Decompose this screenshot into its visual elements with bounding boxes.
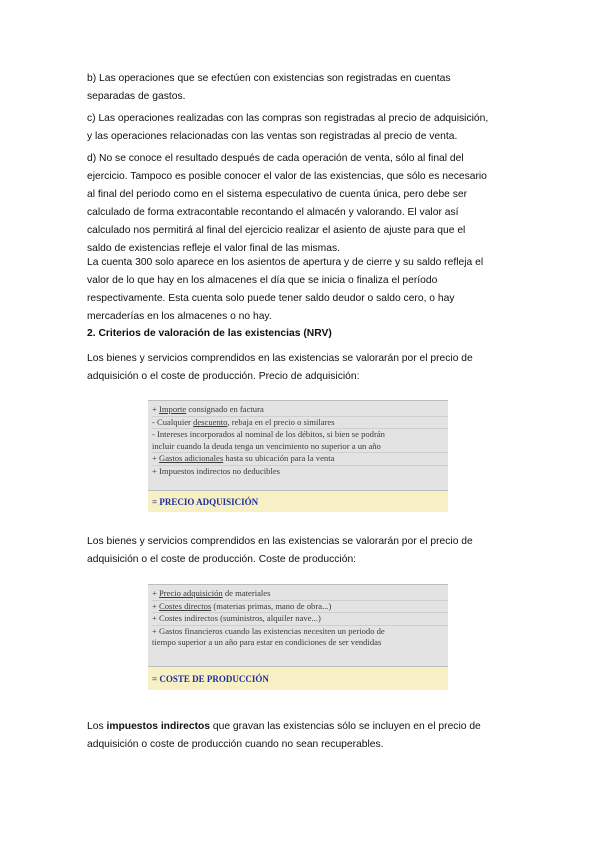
table-body — [148, 585, 448, 666]
text-line: Los bienes y servicios comprendidos en las existencias se valorarán por el precio de — [87, 536, 473, 547]
text-line: adquisición o coste de producción cuando no sean recuperables. — [87, 739, 384, 750]
coste-produccion-table — [148, 584, 448, 687]
text-line: ejercicio. Tampoco es posible conocer el valor de las existencias, que sólo es necesario — [87, 171, 487, 182]
text-line: calculado nos permitirá al final del ejercicio realizar el asiento de ajuste para que el — [87, 225, 466, 236]
text-line: valor de lo que hay en los almacenes el día que se inicia o finaliza el período — [87, 275, 438, 286]
paragraph-b — [87, 70, 517, 106]
text-line: saldo de existencias refleje el valor final de las mismas. — [87, 243, 340, 254]
text-line: separadas de gastos. — [87, 91, 186, 102]
table-row: + Gastos adicionales hasta su ubicación para la venta — [152, 453, 448, 466]
table-row: + Costes directos (materias primas, mano de obra...) — [152, 601, 448, 614]
paragraph-intro-produccion — [87, 533, 517, 569]
text-line: d) No se conoce el resultado después de cada operación de venta, sólo al final del — [87, 153, 464, 164]
table-row: + Impuestos indirectos no deducibles — [152, 465, 280, 476]
table-row: - Intereses incorporados al nominal de los débitos, si bien se podrán — [152, 429, 385, 439]
table-body — [148, 401, 448, 490]
text-line: mercaderías en los almacenes o no hay. — [87, 311, 272, 322]
text-line: La cuenta 300 solo aparece en los asientos de apertura y de cierre y su saldo refleja el — [87, 257, 484, 268]
text-line: respectivamente. Esta cuenta solo puede tener saldo deudor o saldo cero, o hay — [87, 293, 455, 304]
text-line: adquisición o el coste de producción. Precio de adquisición: — [87, 371, 360, 382]
paragraph-impuestos — [87, 718, 517, 754]
table-row: + Precio adquisición de materiales — [152, 588, 448, 601]
table-row: incluir cuando la deuda tenga un vencimiento no superior a un año — [152, 441, 448, 454]
table-row: tiempo superior a un año para estar en condiciones de ser vendidas — [152, 637, 382, 647]
table-row: - Cualquier descuento, rebaja en el precio o similares — [152, 417, 448, 430]
text-line: c) Las operaciones realizadas con las compras son registradas al precio de adquisición, — [87, 113, 489, 124]
text-line: Los impuestos indirectos que gravan las existencias sólo se incluyen en el precio de — [87, 721, 481, 732]
text-line: Los bienes y servicios comprendidos en las existencias se valorarán por el precio de — [87, 353, 473, 364]
table-row: + Importe consignado en factura — [152, 404, 448, 417]
paragraph-intro-adquisicion — [87, 350, 517, 386]
paragraph-d — [87, 150, 517, 258]
table-row: + Gastos financieros cuando las existencias necesiten un periodo de — [152, 625, 385, 636]
text-line: b) Las operaciones que se efectúen con existencias son registradas en cuentas — [87, 73, 451, 84]
section-heading: 2. Criterios de valoración de las existencias (NRV) — [87, 328, 332, 339]
paragraph-cuenta-300 — [87, 254, 517, 326]
text-line: adquisición o el coste de producción. Coste de producción: — [87, 554, 357, 565]
bold-term: impuestos indirectos — [106, 721, 211, 732]
text-line: al final del periodo como en el sistema especulativo de cuenta única, pero debe ser — [87, 189, 468, 200]
table-total-row: = COSTE DE PRODUCCIÓN — [148, 666, 448, 690]
table-total-row: = PRECIO ADQUISICIÓN — [148, 490, 448, 512]
table-row: + Costes indirectos (suministros, alquiler nave...) — [152, 613, 448, 626]
paragraph-c — [87, 110, 517, 146]
precio-adquisicion-table — [148, 400, 448, 509]
text-line: calculado de forma extracontable recontando el almacén y valorando. El valor así — [87, 207, 459, 218]
text-line: y las operaciones relacionadas con las ventas son registradas al precio de venta. — [87, 131, 458, 142]
